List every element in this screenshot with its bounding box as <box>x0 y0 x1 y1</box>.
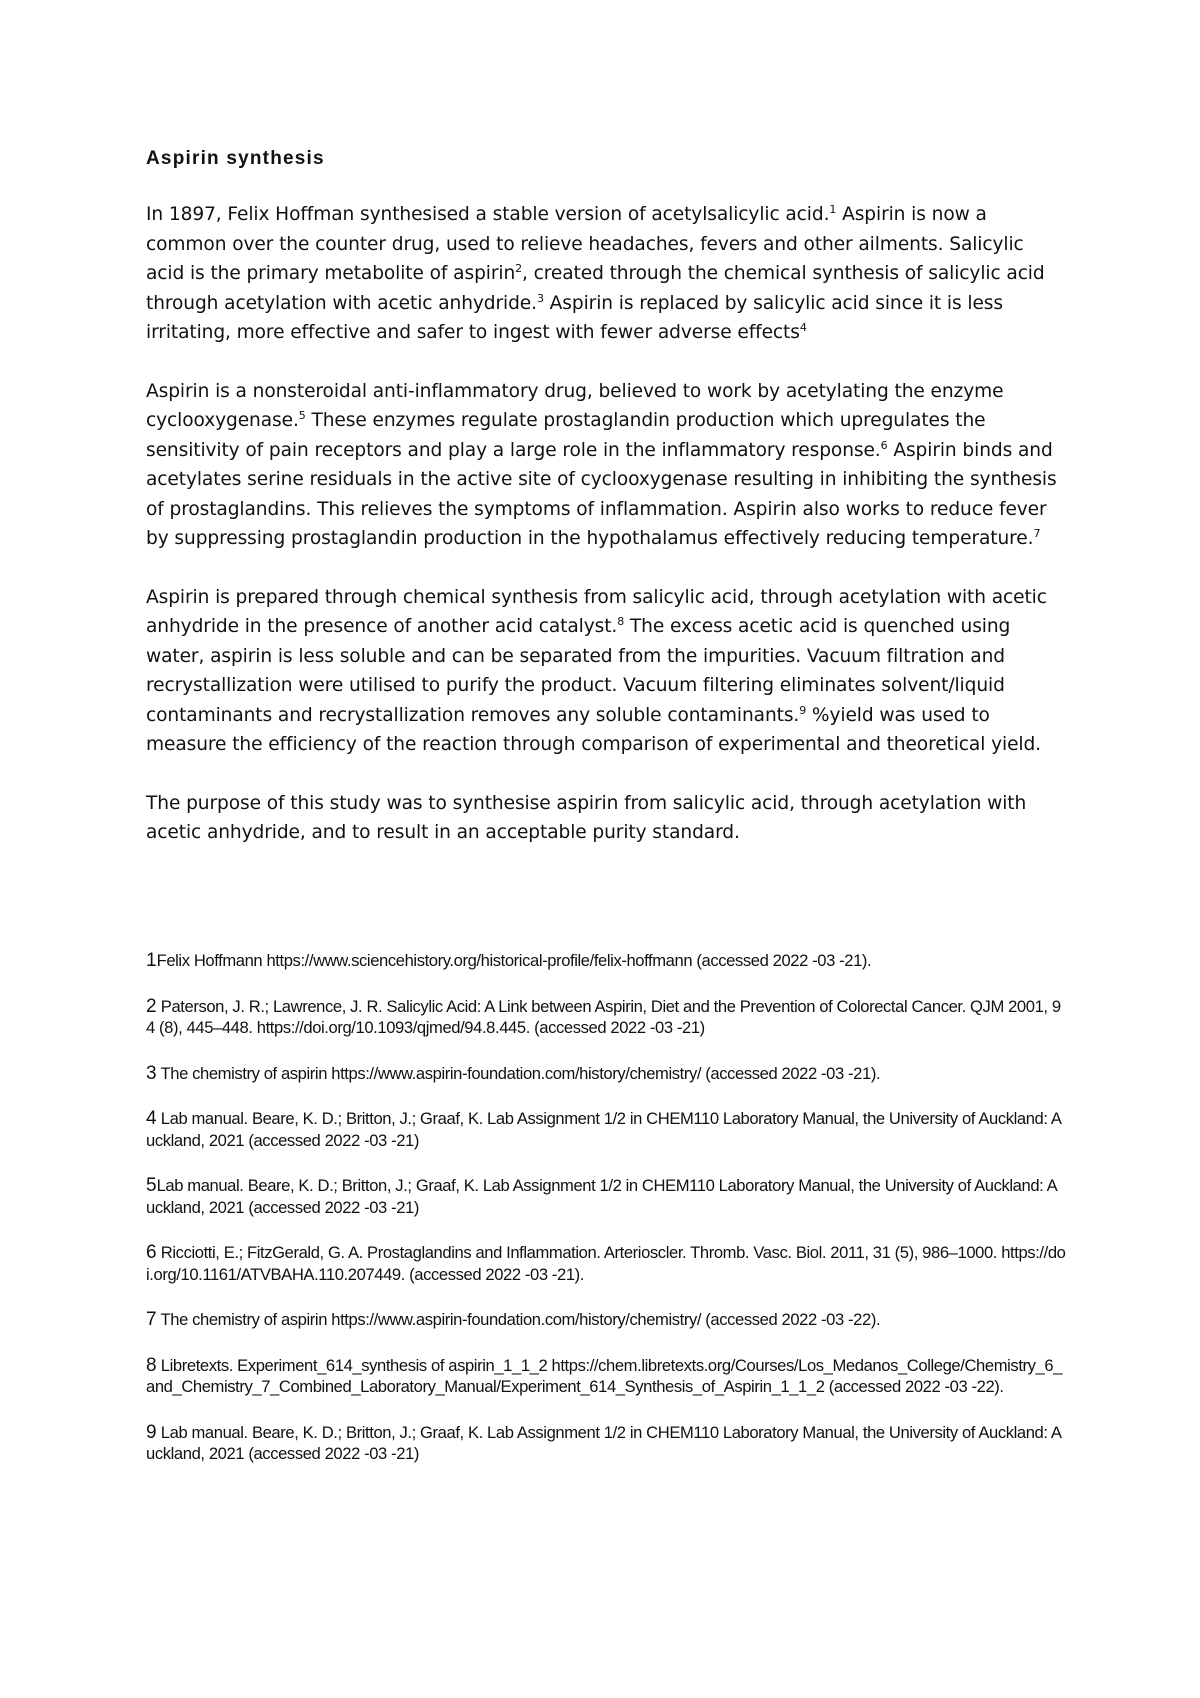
footnote-reference: 5 <box>298 409 306 422</box>
paragraph-text: Aspirin is replaced by salicylic acid since it is less irritating, more effective and safer to ingest with fewer adverse effects <box>146 292 1003 343</box>
paragraph-introduction <box>146 200 1066 348</box>
paragraph-text: Aspirin is prepared through chemical synthesis from salicylic acid, through acetylation with acetic anhydride in the presence of another acid catalyst. <box>146 586 1047 637</box>
document-page <box>146 146 1066 877</box>
footnote <box>146 1242 1066 1285</box>
footnote-text: Felix Hoffmann https://www.sciencehistory.org/historical-profile/felix-hoffmann (accessed 2022 -03 -21). <box>156 951 872 970</box>
footnote-reference: 7 <box>1033 527 1041 540</box>
paragraph-text: %yield was used to measure the efficiency of the reaction through comparison of experimental and theoretical yield. <box>146 704 1041 755</box>
footnote <box>146 996 1066 1039</box>
footnote-number: 7 <box>146 1309 157 1330</box>
paragraph-text: The purpose of this study was to synthesise aspirin from salicylic acid, through acetylation with acetic anhydride, and to result in an acceptable purity standard. <box>146 792 1027 843</box>
footnote-number: 4 <box>146 1108 157 1129</box>
footnote-number: 8 <box>146 1354 157 1376</box>
paragraph-text: Aspirin binds and acetylates serine residuals in the active site of cyclooxygenase resulting in inhibiting the synthesis of prostaglandins. This relieves the symptoms of inflammation. Aspirin also works to reduce fever by suppressing prostaglandin production in the hypothalamus effectively reducing temperature. <box>146 439 1057 549</box>
footnote-text: Ricciotti, E.; FitzGerald, G. A. Prostaglandins and Inflammation. Arterioscler. Thromb. Vasc. Biol. 2011, 31 (5), 986–1000. https://doi.org/10.1161/ATVBAHA.110.207449. (accessed 2022 -03 -21). <box>146 1243 1066 1284</box>
footnote <box>146 1355 1066 1398</box>
footnote <box>146 1175 1066 1218</box>
footnote-text: Lab manual. Beare, K. D.; Britton, J.; Graaf, K. Lab Assignment 1/2 in CHEM110 Laboratory Manual, the University of Auckland: Auckland, 2021 (accessed 2022 -03 -21) <box>146 1176 1058 1217</box>
paragraph-text: In 1897, Felix Hoffman synthesised a stable version of acetylsalicylic acid. <box>146 204 830 225</box>
document-title: Aspirin synthesis <box>146 148 325 169</box>
footnote <box>146 1309 1066 1331</box>
footnote-number: 9 <box>146 1421 157 1443</box>
footnote-reference: 6 <box>880 438 888 452</box>
paragraph-text: , created through the chemical synthesis of salicylic acid through acetylation with acetic anhydride. <box>146 263 1045 314</box>
footnote-text: The chemistry of aspirin https://www.aspirin-foundation.com/history/chemistry/ (accessed 2022 -03 -22). <box>160 1310 881 1329</box>
footnote-number: 5 <box>146 1175 157 1196</box>
footnote-reference: 8 <box>617 615 625 628</box>
footnote-number: 1 <box>146 950 157 971</box>
footnote <box>146 1108 1066 1151</box>
footnote <box>146 950 1066 972</box>
footnote-reference: 9 <box>799 703 807 717</box>
footnote-number: 2 <box>146 995 157 1017</box>
footnote-number: 3 <box>146 1062 157 1084</box>
footnote-reference: 1 <box>829 203 837 216</box>
footnote-text: The chemistry of aspirin https://www.aspirin-foundation.com/history/chemistry/ (accessed 2022 -03 -21). <box>160 1063 881 1083</box>
footnote-text: Lab manual. Beare, K. D.; Britton, J.; Graaf, K. Lab Assignment 1/2 in CHEM110 Laboratory Manual, the University of Auckland: Auckland, 2021 (accessed 2022 -03 -21) <box>146 1109 1062 1150</box>
footnote <box>146 1063 1066 1085</box>
paragraph-purpose <box>146 789 1066 848</box>
footnote-text: Libretexts. Experiment_614_synthesis of aspirin_1_1_2 https://chem.libretexts.org/Courses/Los_Medanos_College/Chemistry_6_and_Chemistry_7_Combined_Laboratory_Manual/Experiment_614_Synthesis_of_Aspirin_1_1_2 (accessed 2022 -03 -22). <box>146 1355 1063 1396</box>
footnote-text: Paterson, J. R.; Lawrence, J. R. Salicylic Acid: A Link between Aspirin, Diet and the Prevention of Colorectal Cancer. QJM 2001, 94 (8), 445–448. https://doi.org/10.1093/qjmed/94.8.445. (accessed 2022 -03 -21) <box>146 996 1061 1037</box>
paragraph-preparation <box>146 583 1066 760</box>
paragraph-text: These enzymes regulate prostaglandin production which upregulates the sensitivity of pain receptors and play a large role in the inflammatory response. <box>146 410 986 461</box>
footnote-reference: 2 <box>515 262 523 275</box>
footnote-text: Lab manual. Beare, K. D.; Britton, J.; Graaf, K. Lab Assignment 1/2 in CHEM110 Laboratory Manual, the University of Auckland: Auckland, 2021 (accessed 2022 -03 -21) <box>146 1422 1062 1463</box>
footnote-reference: 3 <box>536 291 544 305</box>
paragraph-text: Aspirin is now a common over the counter drug, used to relieve headaches, fevers and other ailments. Salicylic acid is the primary metabolite of aspirin <box>146 204 1024 284</box>
paragraph-text: The excess acetic acid is quenched using water, aspirin is less soluble and can be separated from the impurities. Vacuum filtration and recrystallization were utilised to purify the product. Vacuum filtering eliminates solvent/liquid contaminants and recrystallization removes any soluble contaminants. <box>146 616 1011 726</box>
footnote <box>146 1422 1066 1465</box>
footnote-reference: 4 <box>799 321 807 334</box>
paragraph-text: Aspirin is a nonsteroidal anti-inflammatory drug, believed to work by acetylating the enzyme cyclooxygenase. <box>146 380 1004 431</box>
paragraph-mechanism <box>146 377 1066 554</box>
footnote-number: 6 <box>146 1242 157 1263</box>
footnotes-list <box>146 950 1066 1489</box>
